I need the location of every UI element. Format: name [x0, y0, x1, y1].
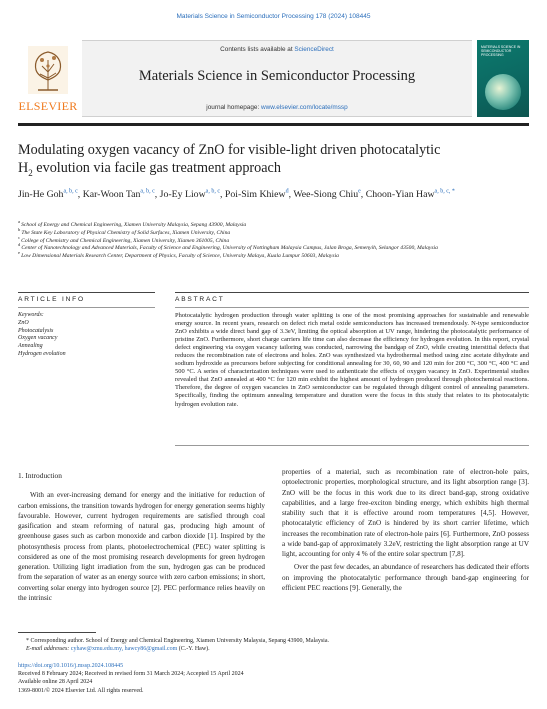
author-name[interactable]: Poi-Sim Khiew — [224, 189, 286, 200]
cover-title: MATERIALS SCIENCE IN SEMICONDUCTOR PROCESSING — [481, 45, 521, 58]
journal-cover-thumbnail[interactable] — [477, 40, 529, 117]
corresponding-author-footnote — [18, 637, 528, 653]
article-title: Modulating oxygen vacancy of ZnO for visible-light driven photocatalytic $H_2$ evolution via facile gas treatment approach — [18, 142, 441, 178]
affiliation-marker: b — [18, 226, 22, 232]
email-link[interactable]: cyhaw@xmu.edu.my, hawcy86@gmail.com — [70, 646, 178, 652]
keyword-item: Annealing — [18, 343, 43, 350]
keyword-item: Oxygen vacancy — [18, 335, 58, 342]
keyword-item: Hydrogen evolution — [18, 350, 66, 357]
affiliation-marker: d — [18, 242, 22, 248]
section-heading: 1. Introduction — [18, 471, 62, 480]
sciencedirect-link[interactable]: ScienceDirect — [294, 46, 334, 53]
journal-banner — [82, 40, 472, 117]
abstract-heading: ABSTRACT — [175, 296, 225, 303]
body-right-column — [282, 467, 529, 593]
cover-art — [485, 74, 521, 110]
author-affiliation-marker[interactable]: e — [358, 188, 361, 195]
keywords-block — [18, 312, 148, 359]
affiliation-marker: c — [18, 234, 22, 240]
keywords-label: Keywords: — [18, 312, 44, 318]
author-affiliation-marker[interactable]: a, b, c — [205, 188, 220, 195]
author-affiliation-marker[interactable]: a, b, c — [140, 188, 155, 195]
author-separator: , — [154, 189, 160, 200]
article-info-rule — [18, 292, 155, 293]
author-list — [18, 188, 528, 203]
body-paragraph: Over the past few decades, an abundance of researchers has dedicated their efforts on improving the photocatalytic performance through band-gap engineering for efficient PEC reactions [9]. Generally, the — [282, 563, 529, 592]
author-affiliation-marker[interactable]: a, b, c, * — [434, 188, 455, 195]
journal-masthead — [18, 40, 529, 117]
journal-name[interactable]: Materials Science in Semiconductor Processing — [138, 68, 416, 84]
header-divider — [18, 123, 529, 126]
affiliation-marker: e — [18, 250, 22, 256]
doi-link[interactable]: https://doi.org/10.1016/j.mssp.2024.108445 — [18, 663, 124, 669]
affiliations — [18, 219, 528, 261]
author-affiliation-marker[interactable]: d — [285, 188, 289, 195]
publication-info — [18, 662, 528, 695]
affiliation-text: The State Key Laboratory of Physical Chemistry of Solid Surfaces, Xiamen University, China — [21, 229, 231, 236]
article-info-subrule — [18, 307, 155, 308]
affiliation-text: School of Energy and Chemical Engineering, Xiamen University Malaysia, Sepang 43900, Malaysia — [21, 222, 247, 228]
author-separator: , — [77, 189, 83, 200]
abstract-rule — [175, 292, 529, 293]
available-online: Available online 28 April 2024 — [18, 679, 93, 686]
received-dates: Received 8 February 2024; Received in revised form 31 March 2024; Accepted 15 April 2024 — [18, 671, 244, 678]
affiliation-text: Low Dimensional Materials Research Center, Department of Physics, Faculty of Science, University Malaya, Kuala Lumpur 50603, Malaysia — [21, 253, 339, 260]
author-name[interactable]: Kar-Woon Tan — [82, 189, 141, 200]
abstract-text: Photocatalytic hydrogen production through water splitting is one of the most promising approaches for sustainable and renewable energy source. In recent years, research on defect rich metal oxide semiconductors has increased tremendously. N-type semiconductor ZnO exhibits a wide direct band gap of 3.3eV, limiting the optical absorption at UV range, hindering the photocatalytic performance of pristine ZnO. Furthermore, short charge carriers life time can also decrease the efficiency for hydrogen evolution. In this report, crystal defect engineering via oxygen vacancy tailoring was conducted, narrowing the bandgap of ZnO, while creating interstitial defects that reduces the recombination rate of electrons and holes. ZnO was synthesized via hydrothermal method using zinc acetate dihydrate and sodium hydroxide as precursors before subjecting for conditional annealing for 30, 60, 90 and 120 min for 200 °C, 300 °C, 400 °C and 500 °C. A series of characterization techniques were used to authenticate the effects of oxygen vacancy in ZnO. Experimental studies revealed that ZnO annealed at 400 °C for 120 min exhibit the highest amount of hydrogen produced through photochemical reactions. Therefore, the degree of oxygen vacancies in ZnO semiconductor can be regulated through diligent control of annealing parameters. Specifically, finding the optimum annealing temperature and duration were the focus in this study that relates to its photocatalytic hydrogen evolution rate. — [175, 312, 529, 408]
corresponding-author-note: * Corresponding author. School of Energy and Chemical Engineering, Xiamen University Malaysia, Sepang 43900, Malaysia. — [26, 638, 329, 644]
keyword-item: ZnO — [18, 319, 29, 326]
copyright: 1369-8001/© 2024 Elsevier Ltd. All rights reserved. — [18, 687, 144, 694]
affiliation-text: Center of Nanotechnology and Advanced Materials, Faculty of Science and Engineering, University of Nottingham Malaysia Campus, Jalan Broga, Semenyih, Selangor 43500, Malaysia — [21, 245, 438, 252]
author-separator: , — [219, 189, 225, 200]
body-paragraph: properties of a material, such as recombination rate of electron-hole pairs, optoelectronic properties, morphological structure, and its light absorption range [3]. ZnO will be the focus in this work due to its direct band-gap, strong oxidative capabilities, and a large free-exciton binding energy, which exhibits high thermal stability such that it is effective around room temperatures [4,5]. However, photocatalytic efficiency of ZnO is hindered by its short carrier lifetime, which increases the recombination rate of electron-hole pairs [6]. Furthermore, ZnO possess a wide band-gap of approximately 3.2eV, restricting the light absorption range at UV light, accounting for only 4 % of the entire solar spectrum [7,8]. — [282, 468, 529, 558]
author-separator: , — [288, 189, 294, 200]
affiliation-marker: a — [18, 219, 22, 225]
author-name[interactable]: Choon-Yian Haw — [365, 189, 435, 200]
keyword-item: Photocatalysis — [18, 327, 54, 334]
abstract-subrule — [175, 307, 529, 308]
elsevier-tree-icon — [28, 46, 68, 94]
affiliation-text: College of Chemistry and Chemical Engineering, Xiamen University, Xiamen 361005, China — [21, 237, 230, 244]
contents-line: Contents lists available at ScienceDirect — [220, 46, 334, 53]
homepage-link[interactable]: www.elsevier.com/locate/mssp — [261, 104, 348, 111]
body-paragraph: With an ever-increasing demand for energy and the initiative for reduction of carbon emissions, the transition towards hydrogen for energy generation seems highly favourable. However, current hydrogen requirements are satisfied through coal gasification and steam reforming of natural gas, producing high amount of greenhouse gases such as carbon monoxide and carbon dioxide [1]. Inspired by the photosynthesis process from plants, photoelectrochemical (PEC) water splitting is considered as one of the most promising research developments for green hydrogen generation. Utilizing light irradiation from the sun, hydrogen gas can be produced from the separation of water as an energy source with zero carbon emissions; in short, converting solar energy into hydrogen source [2]. PEC performance relies heavily on the intrinsic — [18, 491, 265, 602]
author-separator: , — [360, 189, 366, 200]
affiliation-item — [18, 219, 528, 230]
elsevier-logo-text: ELSEVIER — [18, 99, 78, 113]
author-name[interactable]: Jin-He Goh — [18, 189, 64, 200]
footnote-rule — [18, 632, 96, 633]
affiliation-item — [18, 226, 528, 238]
affiliation-item — [18, 250, 528, 261]
author-name[interactable]: Jo-Ey Liow — [159, 189, 206, 200]
article-info-heading: ARTICLE INFO — [18, 296, 85, 303]
elsevier-logo[interactable] — [18, 40, 78, 117]
email-line: E-mail addresses: cyhaw@xmu.edu.my, hawcy86@gmail.com (C.-Y. Haw). — [26, 646, 210, 652]
homepage-line: journal homepage: www.elsevier.com/locate/mssp — [206, 104, 348, 111]
author-name[interactable]: Wee-Siong Chiu — [293, 189, 359, 200]
running-header[interactable]: Materials Science in Semiconductor Processing 178 (2024) 108445 — [176, 13, 371, 20]
body-left-column — [18, 471, 265, 603]
author-affiliation-marker[interactable]: a, b, c — [63, 188, 78, 195]
abstract-bottom-rule — [175, 445, 529, 446]
